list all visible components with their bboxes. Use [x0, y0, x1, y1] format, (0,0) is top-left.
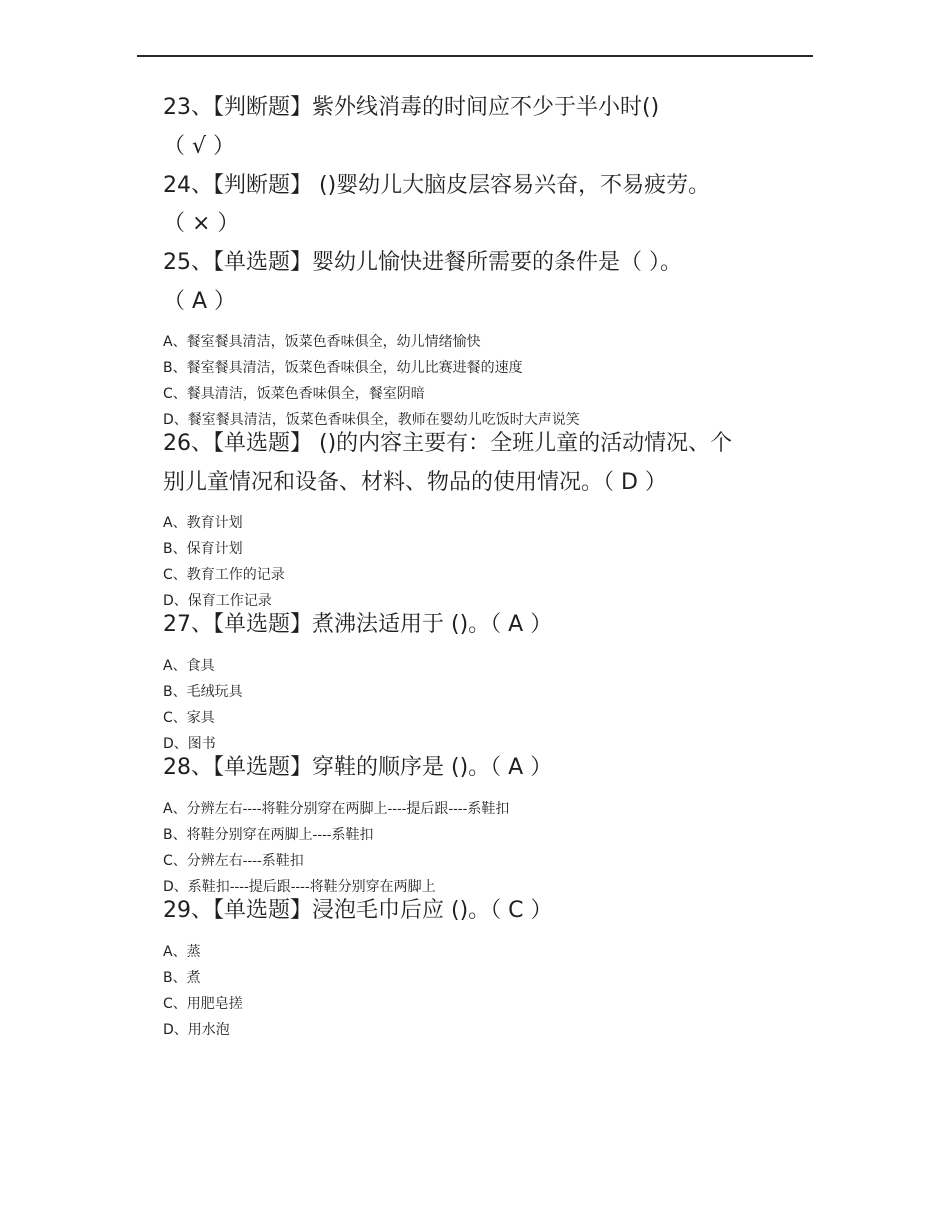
question-stem-continued: 别儿童情况和设备、材料、物品的使用情况。（ D ）	[163, 470, 667, 495]
option-a: A、蒸	[163, 944, 201, 960]
question-stem: 26、【单选题】 ()的内容主要有：全班儿童的活动情况、个	[163, 431, 733, 456]
option-d: D、系鞋扣----提后跟----将鞋分别穿在两脚上	[163, 879, 436, 895]
option-c: C、餐具清洁，饭菜色香味俱全，餐室阴暗	[163, 386, 425, 402]
option-c: C、用肥皂搓	[163, 996, 243, 1012]
header-rule	[137, 55, 813, 57]
option-b: B、餐室餐具清洁，饭菜色香味俱全，幼儿比赛进餐的速度	[163, 360, 523, 376]
option-c: C、教育工作的记录	[163, 567, 285, 583]
option-a: A、餐室餐具清洁，饭菜色香味俱全，幼儿情绪愉快	[163, 334, 481, 350]
option-b: B、毛绒玩具	[163, 684, 243, 700]
option-d: D、用水泡	[163, 1022, 230, 1038]
option-c: C、分辨左右----系鞋扣	[163, 853, 304, 869]
question-stem: 24、【判断题】 ()婴幼儿大脑皮层容易兴奋，不易疲劳。	[163, 173, 711, 198]
question-answer: （ A ）	[163, 289, 237, 314]
option-c: C、家具	[163, 710, 215, 726]
question-answer: （ √ ）	[163, 134, 236, 159]
question-answer: （ × ）	[163, 211, 240, 236]
option-b: B、煮	[163, 970, 201, 986]
option-b: B、将鞋分别穿在两脚上----系鞋扣	[163, 827, 374, 843]
option-d: D、图书	[163, 736, 216, 752]
question-stem: 28、【单选题】穿鞋的顺序是 ()。（ A ）	[163, 755, 553, 780]
question-stem: 29、【单选题】浸泡毛巾后应 ()。（ C ）	[163, 898, 553, 923]
question-stem: 27、【单选题】煮沸法适用于 ()。（ A ）	[163, 612, 553, 637]
option-a: A、食具	[163, 658, 215, 674]
question-stem: 23、【判断题】紫外线消毒的时间应不少于半小时()	[163, 95, 660, 120]
option-d: D、保育工作记录	[163, 593, 272, 609]
question-stem: 25、【单选题】婴幼儿愉快进餐所需要的条件是（ ）。	[163, 250, 682, 275]
option-b: B、保育计划	[163, 541, 243, 557]
option-a: A、教育计划	[163, 515, 243, 531]
option-d: D、餐室餐具清洁，饭菜色香味俱全，教师在婴幼儿吃饭时大声说笑	[163, 412, 580, 428]
option-a: A、分辨左右----将鞋分别穿在两脚上----提后跟----系鞋扣	[163, 801, 510, 817]
